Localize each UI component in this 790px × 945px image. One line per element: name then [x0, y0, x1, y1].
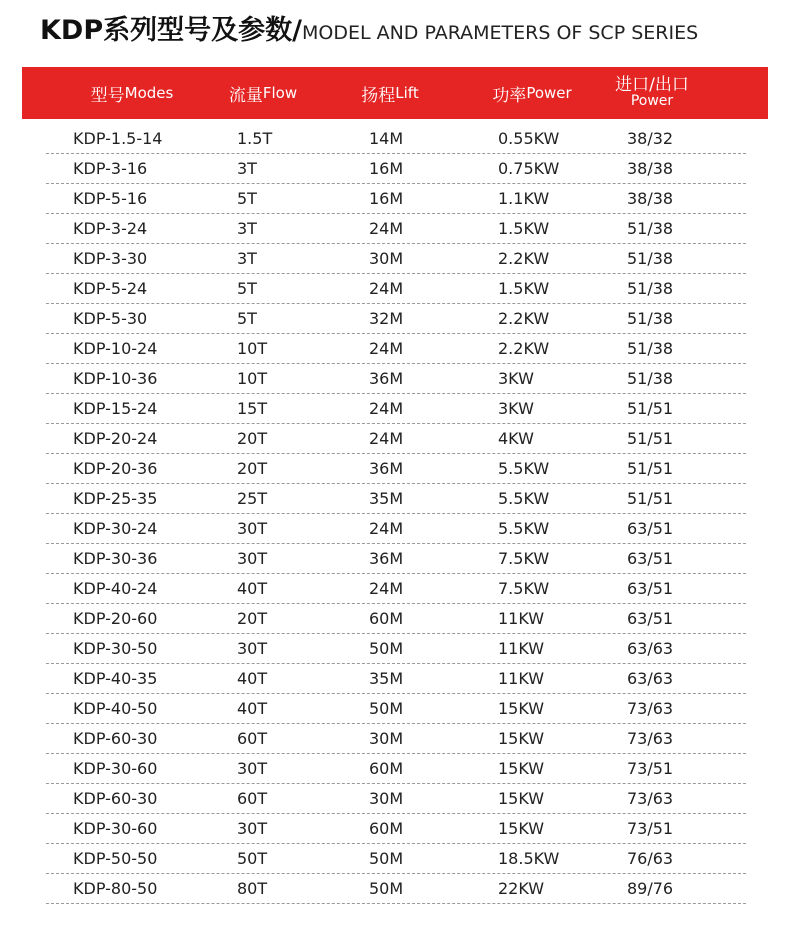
cell-port: 63/51: [627, 549, 674, 568]
table-row: [0, 274, 790, 304]
cell-lift: 35M: [369, 489, 404, 508]
header-flow-en: Flow: [262, 84, 298, 102]
table-row: [0, 454, 790, 484]
table-row: [0, 154, 790, 184]
cell-power: 7.5KW: [498, 579, 550, 598]
cell-power: 15KW: [498, 699, 545, 718]
cell-power: 15KW: [498, 819, 545, 838]
table-row: [0, 334, 790, 364]
page-title: [40, 8, 698, 52]
cell-port: 51/38: [627, 249, 674, 268]
cell-model: KDP-40-24: [73, 579, 158, 598]
cell-model: KDP-15-24: [73, 399, 158, 418]
cell-flow: 10T: [237, 369, 268, 388]
table-body: [0, 124, 790, 904]
cell-model: KDP-5-24: [73, 279, 148, 298]
table-row: [0, 124, 790, 154]
cell-power: 15KW: [498, 789, 545, 808]
table-row: [0, 484, 790, 514]
cell-model: KDP-1.5-14: [73, 129, 163, 148]
cell-power: 3KW: [498, 369, 534, 388]
table-row: [0, 574, 790, 604]
cell-lift: 36M: [369, 369, 404, 388]
cell-lift: 30M: [369, 729, 404, 748]
table-row: [0, 754, 790, 784]
cell-model: KDP-30-60: [73, 759, 158, 778]
cell-flow: 15T: [237, 399, 268, 418]
cell-port: 38/38: [627, 159, 674, 178]
table-row: [0, 244, 790, 274]
cell-flow: 3T: [237, 159, 257, 178]
header-port-cn: 进口/出口: [615, 75, 689, 95]
table-row: [0, 304, 790, 334]
cell-lift: 24M: [369, 339, 404, 358]
cell-power: 1.5KW: [498, 279, 550, 298]
cell-port: 51/38: [627, 279, 674, 298]
cell-lift: 36M: [369, 459, 404, 478]
cell-port: 63/51: [627, 609, 674, 628]
cell-power: 1.1KW: [498, 189, 550, 208]
table-row: [0, 784, 790, 814]
cell-flow: 20T: [237, 429, 268, 448]
header-lift-cn: 扬程: [361, 85, 396, 106]
cell-lift: 32M: [369, 309, 404, 328]
cell-flow: 40T: [237, 669, 268, 688]
cell-flow: 30T: [237, 519, 268, 538]
cell-lift: 60M: [369, 759, 404, 778]
cell-power: 5.5KW: [498, 459, 550, 478]
cell-power: 15KW: [498, 729, 545, 748]
cell-flow: 50T: [237, 849, 268, 868]
header-lift-en: Lift: [395, 84, 419, 102]
cell-model: KDP-40-50: [73, 699, 158, 718]
table-row: [0, 364, 790, 394]
cell-flow: 40T: [237, 699, 268, 718]
cell-port: 73/63: [627, 729, 674, 748]
cell-flow: 30T: [237, 819, 268, 838]
table-row: [0, 694, 790, 724]
header-power-en: Power: [526, 84, 572, 102]
cell-power: 11KW: [498, 669, 545, 688]
table-row: [0, 214, 790, 244]
table-row: [0, 184, 790, 214]
cell-model: KDP-30-24: [73, 519, 158, 538]
table-row: [0, 604, 790, 634]
cell-model: KDP-25-35: [73, 489, 158, 508]
cell-lift: 50M: [369, 699, 404, 718]
cell-lift: 24M: [369, 279, 404, 298]
cell-model: KDP-40-35: [73, 669, 158, 688]
table-row: [0, 724, 790, 754]
cell-port: 73/63: [627, 789, 674, 808]
cell-lift: 14M: [369, 129, 404, 148]
cell-model: KDP-30-36: [73, 549, 158, 568]
cell-port: 73/63: [627, 699, 674, 718]
cell-port: 51/51: [627, 429, 674, 448]
header-port-en: Power: [630, 93, 674, 109]
cell-flow: 60T: [237, 729, 268, 748]
cell-flow: 3T: [237, 219, 257, 238]
cell-flow: 30T: [237, 639, 268, 658]
cell-power: 0.75KW: [498, 159, 560, 178]
header-model-cn: 型号: [90, 85, 125, 106]
cell-port: 51/51: [627, 489, 674, 508]
cell-port: 51/51: [627, 459, 674, 478]
table-row: [0, 514, 790, 544]
cell-port: 51/38: [627, 369, 674, 388]
header-flow: [208, 67, 318, 119]
cell-power: 11KW: [498, 639, 545, 658]
cell-port: 38/32: [627, 129, 674, 148]
cell-lift: 36M: [369, 549, 404, 568]
cell-model: KDP-20-36: [73, 459, 158, 478]
cell-power: 0.55KW: [498, 129, 560, 148]
table-row: [0, 634, 790, 664]
cell-port: 51/51: [627, 399, 674, 418]
cell-power: 2.2KW: [498, 249, 550, 268]
table-row: [0, 424, 790, 454]
cell-flow: 3T: [237, 249, 257, 268]
table-row: [0, 664, 790, 694]
cell-model: KDP-30-50: [73, 639, 158, 658]
header-power: [477, 67, 587, 119]
cell-model: KDP-60-30: [73, 789, 158, 808]
title-main: KDP系列型号及参数/: [40, 15, 302, 46]
cell-flow: 30T: [237, 549, 268, 568]
table-row: [0, 394, 790, 424]
title-subtitle: MODEL AND PARAMETERS OF SCP SERIES: [301, 22, 699, 44]
cell-lift: 16M: [369, 159, 404, 178]
cell-lift: 60M: [369, 609, 404, 628]
cell-port: 63/51: [627, 519, 674, 538]
cell-flow: 20T: [237, 609, 268, 628]
cell-model: KDP-10-36: [73, 369, 158, 388]
cell-model: KDP-3-16: [73, 159, 148, 178]
table-row: [0, 844, 790, 874]
cell-lift: 24M: [369, 219, 404, 238]
cell-power: 22KW: [498, 879, 545, 898]
cell-lift: 30M: [369, 789, 404, 808]
table-row: [0, 874, 790, 904]
cell-flow: 10T: [237, 339, 268, 358]
cell-model: KDP-5-30: [73, 309, 148, 328]
cell-lift: 24M: [369, 519, 404, 538]
cell-lift: 30M: [369, 249, 404, 268]
cell-power: 4KW: [498, 429, 534, 448]
cell-model: KDP-3-30: [73, 249, 148, 268]
cell-lift: 16M: [369, 189, 404, 208]
cell-port: 51/38: [627, 339, 674, 358]
cell-port: 51/38: [627, 219, 674, 238]
table-row: [0, 544, 790, 574]
header-lift: [340, 67, 440, 119]
cell-port: 63/63: [627, 639, 674, 658]
cell-lift: 35M: [369, 669, 404, 688]
cell-flow: 80T: [237, 879, 268, 898]
cell-power: 15KW: [498, 759, 545, 778]
cell-lift: 50M: [369, 879, 404, 898]
cell-model: KDP-10-24: [73, 339, 158, 358]
header-model-en: Modes: [124, 84, 174, 102]
cell-port: 38/38: [627, 189, 674, 208]
cell-lift: 24M: [369, 399, 404, 418]
cell-port: 73/51: [627, 819, 674, 838]
cell-model: KDP-5-16: [73, 189, 148, 208]
cell-flow: 60T: [237, 789, 268, 808]
cell-model: KDP-30-60: [73, 819, 158, 838]
cell-model: KDP-20-60: [73, 609, 158, 628]
cell-lift: 24M: [369, 579, 404, 598]
cell-flow: 40T: [237, 579, 268, 598]
cell-model: KDP-80-50: [73, 879, 158, 898]
header-model: [72, 67, 192, 119]
cell-flow: 5T: [237, 309, 257, 328]
header-power-cn: 功率: [492, 85, 527, 106]
cell-model: KDP-50-50: [73, 849, 158, 868]
cell-port: 51/38: [627, 309, 674, 328]
cell-port: 89/76: [627, 879, 674, 898]
table-header: [22, 67, 768, 119]
table-row: [0, 814, 790, 844]
cell-flow: 5T: [237, 189, 257, 208]
cell-model: KDP-20-24: [73, 429, 158, 448]
header-flow-cn: 流量: [228, 85, 263, 106]
cell-power: 5.5KW: [498, 489, 550, 508]
cell-power: 11KW: [498, 609, 545, 628]
cell-power: 7.5KW: [498, 549, 550, 568]
cell-lift: 50M: [369, 639, 404, 658]
cell-flow: 5T: [237, 279, 257, 298]
cell-power: 2.2KW: [498, 339, 550, 358]
cell-port: 73/51: [627, 759, 674, 778]
cell-power: 5.5KW: [498, 519, 550, 538]
cell-model: KDP-60-30: [73, 729, 158, 748]
cell-flow: 25T: [237, 489, 268, 508]
cell-port: 63/51: [627, 579, 674, 598]
cell-power: 2.2KW: [498, 309, 550, 328]
cell-power: 18.5KW: [498, 849, 560, 868]
cell-flow: 1.5T: [237, 129, 273, 148]
cell-lift: 24M: [369, 429, 404, 448]
cell-lift: 50M: [369, 849, 404, 868]
cell-flow: 30T: [237, 759, 268, 778]
cell-model: KDP-3-24: [73, 219, 148, 238]
cell-lift: 60M: [369, 819, 404, 838]
cell-flow: 20T: [237, 459, 268, 478]
cell-power: 1.5KW: [498, 219, 550, 238]
cell-port: 76/63: [627, 849, 674, 868]
header-port: [597, 67, 707, 119]
cell-power: 3KW: [498, 399, 534, 418]
cell-port: 63/63: [627, 669, 674, 688]
